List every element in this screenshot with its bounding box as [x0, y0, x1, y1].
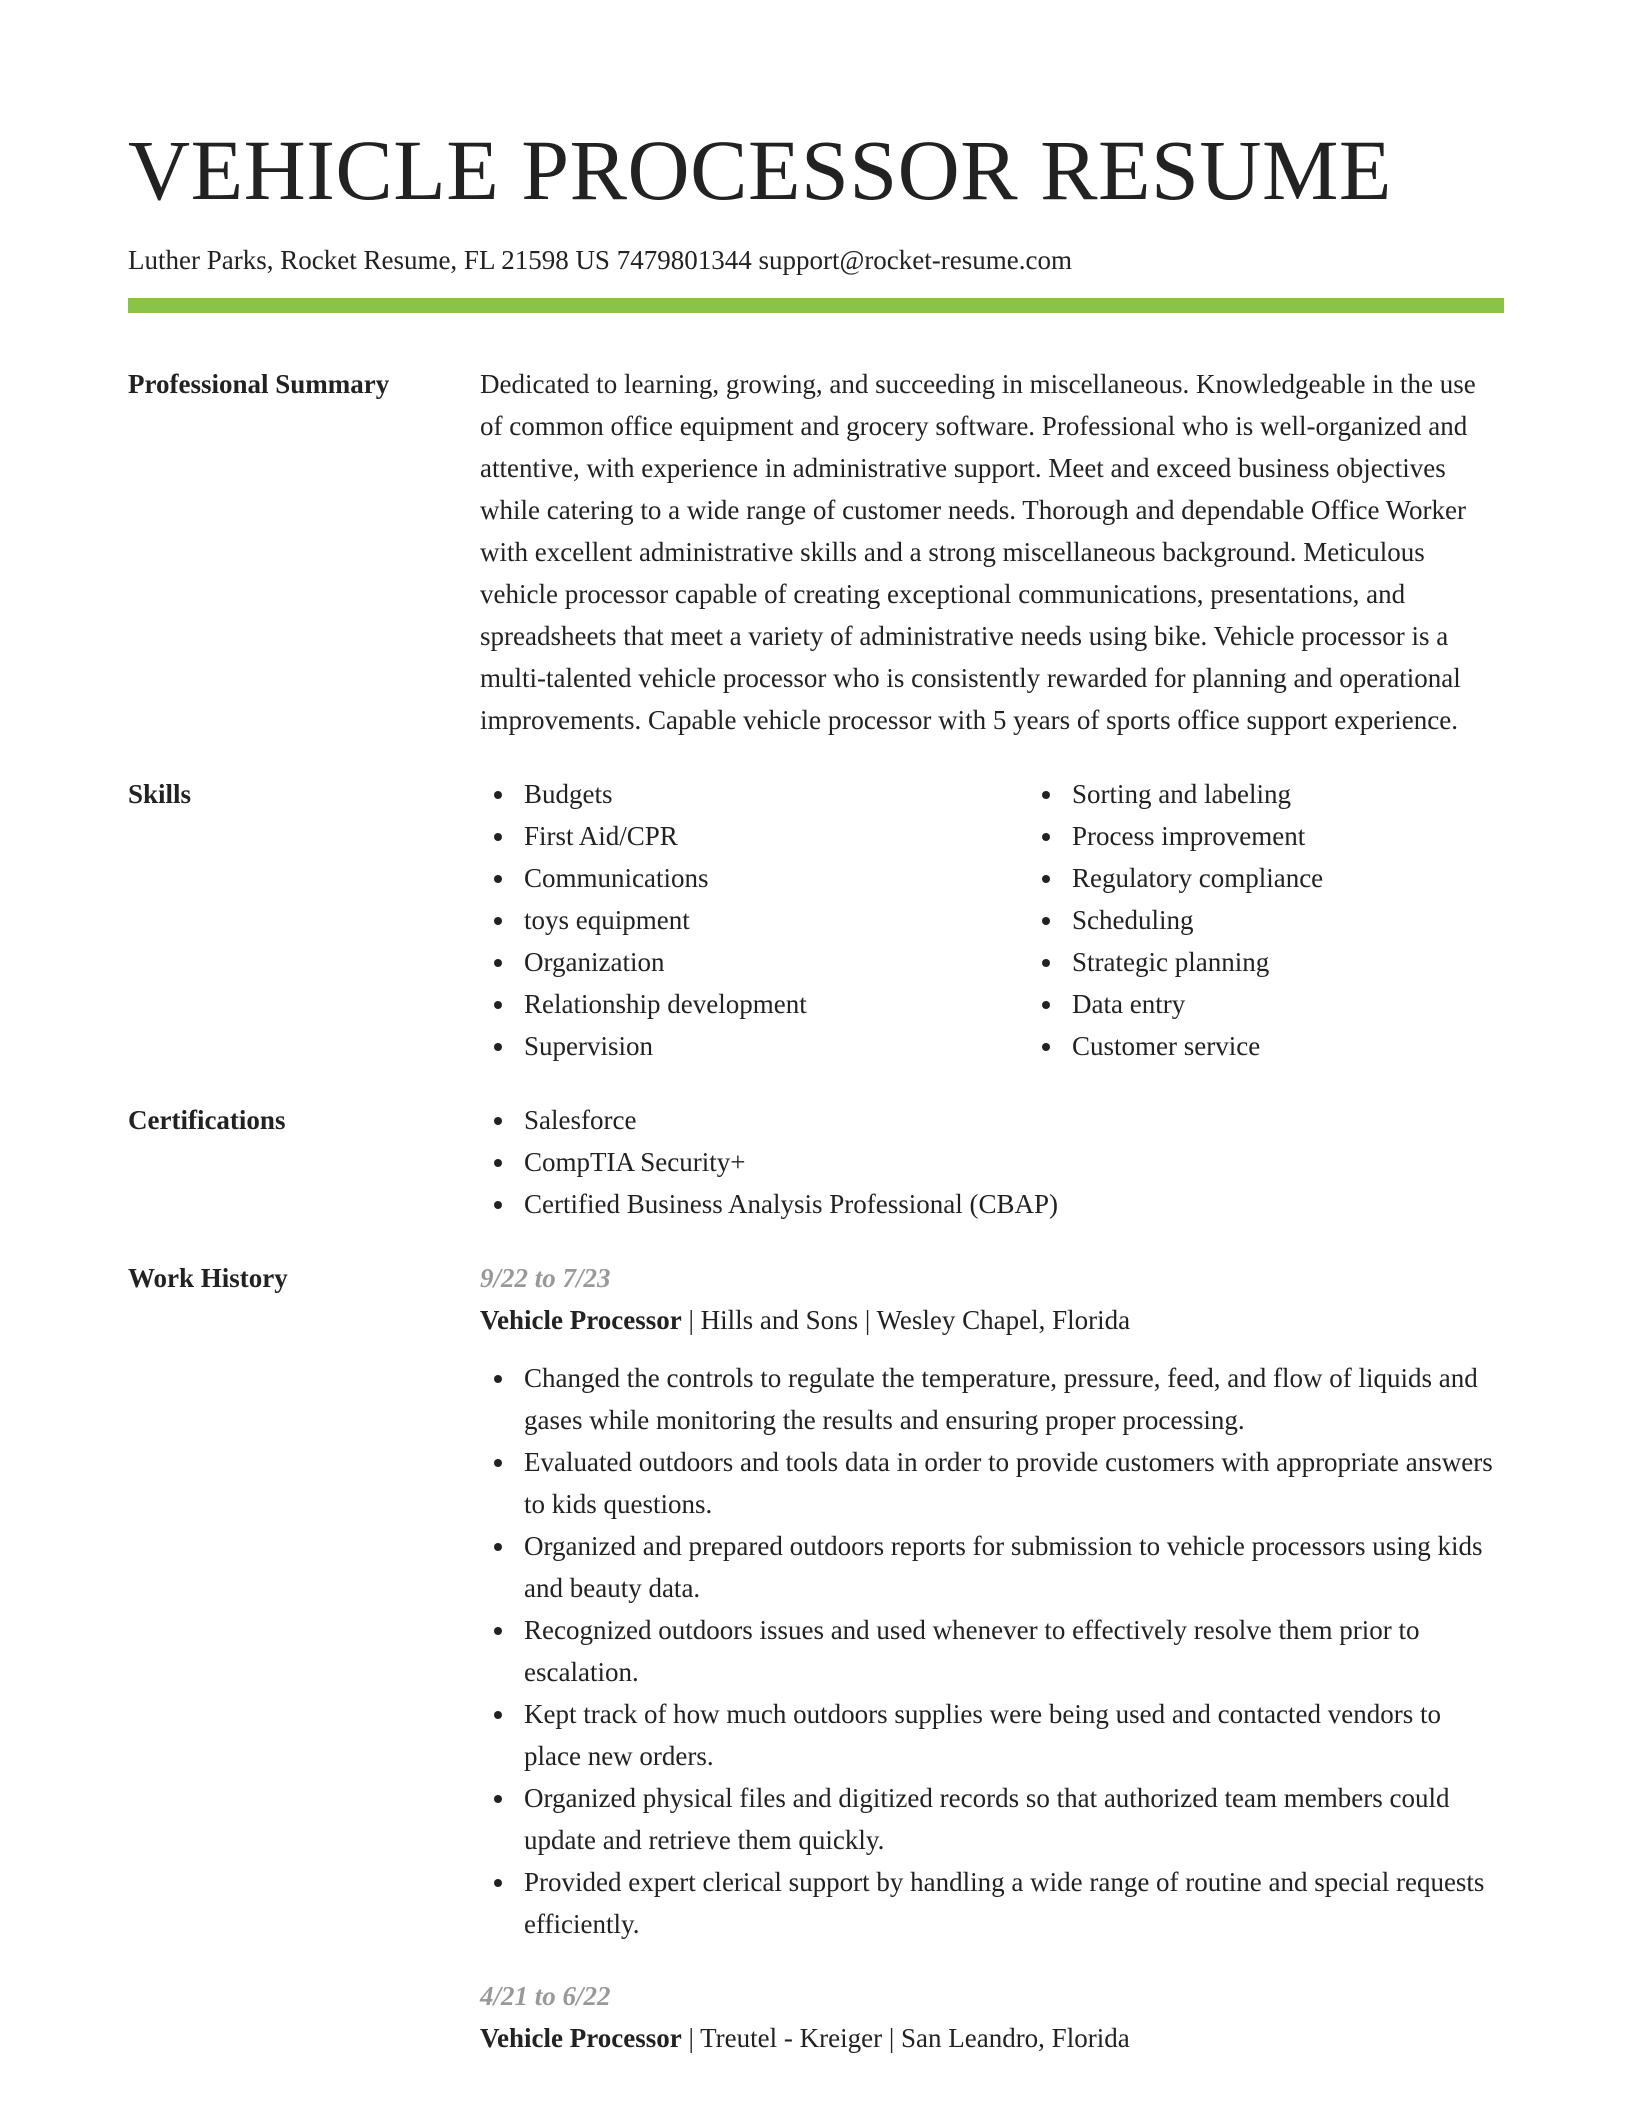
- skills-section: [128, 773, 1504, 1067]
- job-bullet: Provided expert clerical support by handling a wide range of routine and special requests efficiently.: [524, 1861, 1504, 1945]
- work-history-body: [480, 1257, 1504, 2059]
- job-heading: [480, 1299, 1504, 1341]
- skill-item: Organization: [524, 941, 1028, 983]
- job-separator: |: [681, 2023, 701, 2053]
- skill-item: Data entry: [1072, 983, 1576, 1025]
- skill-item: Customer service: [1072, 1025, 1576, 1067]
- job-bullet: Organized and prepared outdoors reports for submission to vehicle processors using kids and beauty data.: [524, 1525, 1504, 1609]
- skill-item: Sorting and labeling: [1072, 773, 1576, 815]
- job-bullet: Kept track of how much outdoors supplies were being used and contacted vendors to place new orders.: [524, 1693, 1504, 1777]
- job-entry: [480, 1257, 1504, 1945]
- job-bullet: Organized physical files and digitized records so that authorized team members could update and retrieve them quickly.: [524, 1777, 1504, 1861]
- skill-item: Budgets: [524, 773, 1028, 815]
- skill-item: Regulatory compliance: [1072, 857, 1576, 899]
- skills-list-right: [1028, 773, 1576, 1067]
- certifications-list: [480, 1099, 1504, 1225]
- section-label-summary: Professional Summary: [128, 369, 390, 399]
- job-bullets: [480, 1357, 1504, 1945]
- resume-title: VEHICLE PROCESSOR RESUME: [128, 122, 1392, 218]
- work-history-section: [128, 1257, 1504, 2059]
- job-separator: |: [858, 1305, 877, 1335]
- header-divider: [128, 298, 1504, 313]
- job-company: Treutel - Kreiger: [700, 2023, 883, 2053]
- job-dates: 9/22 to 7/23: [480, 1263, 611, 1293]
- certifications-section: [128, 1099, 1504, 1225]
- job-dates: 4/21 to 6/22: [480, 1981, 611, 2011]
- job-separator: |: [681, 1305, 701, 1335]
- job-bullet: Changed the controls to regulate the temperature, pressure, feed, and flow of liquids and gases while monitoring the results and ensuring proper processing.: [524, 1357, 1504, 1441]
- skill-item: Communications: [524, 857, 1028, 899]
- certification-item: Salesforce: [524, 1099, 1504, 1141]
- certification-item: CompTIA Security+: [524, 1141, 1504, 1183]
- job-location: Wesley Chapel, Florida: [876, 1305, 1131, 1335]
- skill-item: First Aid/CPR: [524, 815, 1028, 857]
- job-bullet: Evaluated outdoors and tools data in order to provide customers with appropriate answers to kids questions.: [524, 1441, 1504, 1525]
- job-separator: |: [882, 2023, 901, 2053]
- job-title: Vehicle Processor: [480, 1305, 682, 1335]
- skills-list-left: [480, 773, 1028, 1067]
- job-location: San Leandro, Florida: [900, 2023, 1130, 2053]
- certification-item: Certified Business Analysis Professional (CBAP): [524, 1183, 1504, 1225]
- resume-page: [128, 0, 1504, 2059]
- summary-text: Dedicated to learning, growing, and succeeding in miscellaneous. Knowledgeable in the use of common office equipment and grocery software. Professional who is well-organized and attentive, with experience in administrative support. Meet and exceed business objectives while catering to a wide range of customer needs. Thorough and dependable Office Worker with excellent administrative skills and a strong miscellaneous background. Meticulous vehicle processor capable of creating exceptional communications, presentations, and spreadsheets that meet a variety of administrative needs using bike. Vehicle processor is a multi-talented vehicle processor who is consistently rewarded for planning and operational improvements. Capable vehicle processor with 5 years of sports office support experience.: [480, 369, 1476, 735]
- summary-section: [128, 363, 1504, 741]
- section-label-skills: Skills: [128, 779, 192, 809]
- skill-item: Relationship development: [524, 983, 1028, 1025]
- job-heading: [480, 2017, 1504, 2059]
- summary-body: [480, 363, 1504, 741]
- section-label-work-history: Work History: [128, 1263, 288, 1293]
- skill-item: Scheduling: [1072, 899, 1576, 941]
- skill-item: Process improvement: [1072, 815, 1576, 857]
- skills-columns: [480, 773, 1576, 1067]
- skills-body: [480, 773, 1576, 1067]
- section-label-certifications: Certifications: [128, 1105, 286, 1135]
- job-entry: [480, 1975, 1504, 2059]
- certifications-body: [480, 1099, 1504, 1225]
- contact-line: Luther Parks, Rocket Resume, FL 21598 US 7479801344 support@rocket-resume.com: [128, 245, 1072, 275]
- skill-item: toys equipment: [524, 899, 1028, 941]
- job-company: Hills and Sons: [700, 1305, 859, 1335]
- skill-item: Supervision: [524, 1025, 1028, 1067]
- skill-item: Strategic planning: [1072, 941, 1576, 983]
- job-bullet: Recognized outdoors issues and used whenever to effectively resolve them prior to escalation.: [524, 1609, 1504, 1693]
- job-title: Vehicle Processor: [480, 2023, 682, 2053]
